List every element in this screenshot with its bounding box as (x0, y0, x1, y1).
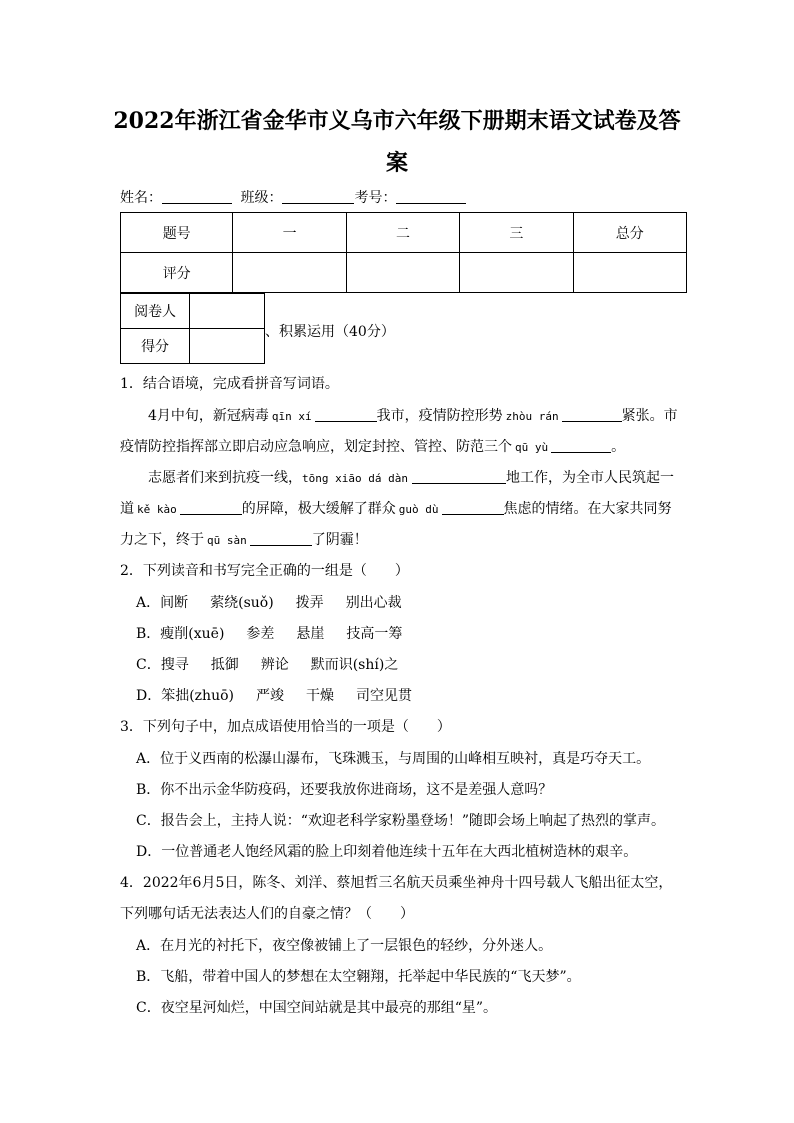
class-blank[interactable] (282, 189, 354, 204)
score-table-header-row (121, 213, 687, 253)
answer-blank[interactable] (180, 500, 242, 515)
question-1-paragraph-line: 道 kě kào 的屏障，极大缓解了群众 guò dù 焦虑的情绪。在大家共同努 (120, 501, 672, 517)
reviewer-cell (190, 294, 265, 329)
question-1-paragraph-line: 4月中旬，新冠病毒 qīn xí 我市，疫情防控形势 zhòu rán 紧张。市 (148, 408, 678, 424)
question-2-option-c[interactable]: C．搜寻 抵御 辨论 默而识(shí)之 (136, 657, 399, 673)
question-1-paragraph-line: 疫情防控指挥部立即启动应急响应，划定封控、管控、防范三个 qū yù 。 (120, 439, 626, 455)
section-heading: 、积累运用（40分） (265, 324, 395, 340)
question-3-option-d[interactable]: D．一位普通老人饱经风霜的脸上印刻着他连续十五年在大西北植树造林的艰辛。 (136, 844, 638, 860)
id-blank[interactable] (396, 189, 466, 204)
score-header-cell: 三 (460, 213, 573, 253)
score-cell (233, 253, 346, 293)
reviewer-score-label: 得分 (121, 329, 190, 364)
question-2-stem: 2．下列读音和书写完全正确的一组是（ ） (120, 563, 409, 579)
score-row-label: 评分 (121, 253, 233, 293)
score-header-cell: 一 (233, 213, 346, 253)
question-4-stem-line-2: 下列哪句话无法表达人们的自豪之情？（ ） (120, 906, 414, 922)
question-3-stem: 3．下列句子中，加点成语使用恰当的一项是（ ） (120, 719, 451, 735)
question-4-stem-line-1: 4．2022年6月5日，陈冬、刘洋、蔡旭哲三名航天员乘坐神舟十四号载人飞船出征太空， (120, 875, 673, 891)
question-1-stem: 1．结合语境，完成看拼音写词语。 (120, 376, 339, 392)
answer-blank[interactable] (412, 469, 506, 484)
question-2-option-d[interactable]: D．笨拙(zhuō) 严竣 干燥 司空见贯 (136, 688, 412, 704)
question-3-option-c[interactable]: C．报告会上，主持人说：“欢迎老科学家粉墨登场！”随即会场上响起了热烈的掌声。 (136, 813, 666, 829)
reviewer-table (120, 293, 265, 364)
answer-blank[interactable] (551, 438, 611, 453)
reviewer-score-cell (190, 329, 265, 364)
answer-blank[interactable] (562, 407, 622, 422)
pinyin-text: zhòu rán (505, 410, 559, 423)
score-header-cell: 总分 (573, 213, 686, 253)
id-label: 考号： (354, 190, 397, 206)
reviewer-score-row (121, 329, 265, 364)
reviewer-row (121, 294, 265, 329)
question-1-paragraph-line: 志愿者们来到抗疫一线，tōng xiāo dá dàn 地工作，为全市人民筑起一 (148, 470, 674, 486)
pinyin-text: qū yù (515, 441, 549, 454)
score-header-cell: 题号 (121, 213, 233, 253)
question-1-paragraph-line: 力之下，终于 qū sàn 了阴霾！ (120, 532, 368, 548)
pinyin-text: tōng xiāo dá dàn (302, 472, 408, 485)
exam-title-line-2: 案 (385, 150, 408, 176)
score-cell (346, 253, 459, 293)
score-cell (573, 253, 686, 293)
pinyin-text: guò dù (398, 503, 439, 516)
question-4-option-c[interactable]: C．夜空星河灿烂，中国空间站就是其中最亮的那组“星”。 (136, 1000, 498, 1016)
student-info-row (120, 187, 466, 207)
question-2-option-b[interactable]: B．瘦削(xuē) 参差 悬崖 技高一筹 (136, 626, 403, 642)
answer-blank[interactable] (250, 531, 312, 546)
score-cell (460, 253, 573, 293)
class-label: 班级： (240, 190, 283, 206)
exam-title-line-1: 2022年浙江省金华市义乌市六年级下册期末语文试卷及答 (113, 108, 681, 134)
reviewer-label: 阅卷人 (121, 294, 190, 329)
question-3-option-a[interactable]: A．位于义西南的松瀑山瀑布，飞珠溅玉，与周围的山峰相互映衬，真是巧夺天工。 (136, 751, 651, 767)
pinyin-text: kě kào (137, 503, 177, 516)
question-3-option-b[interactable]: B．你不出示金华防疫码，还要我放你进商场，这不是差强人意吗？ (136, 782, 553, 798)
name-blank[interactable] (162, 189, 232, 204)
name-label: 姓名： (120, 190, 162, 206)
answer-blank[interactable] (315, 407, 377, 422)
answer-blank[interactable] (442, 500, 504, 515)
question-4-option-b[interactable]: B．飞船，带着中国人的梦想在太空翱翔，托举起中华民族的“飞天梦”。 (136, 969, 581, 985)
score-header-cell: 二 (346, 213, 459, 253)
question-2-option-a[interactable]: A．间断 萦绕(suǒ) 拨弄 别出心裁 (136, 595, 402, 611)
score-table (120, 212, 687, 293)
pinyin-text: qīn xí (271, 410, 312, 423)
score-table-score-row (121, 253, 687, 293)
pinyin-text: qū sàn (207, 534, 247, 547)
question-4-option-a[interactable]: A．在月光的衬托下，夜空像被铺上了一层银色的轻纱，分外迷人。 (136, 938, 553, 954)
